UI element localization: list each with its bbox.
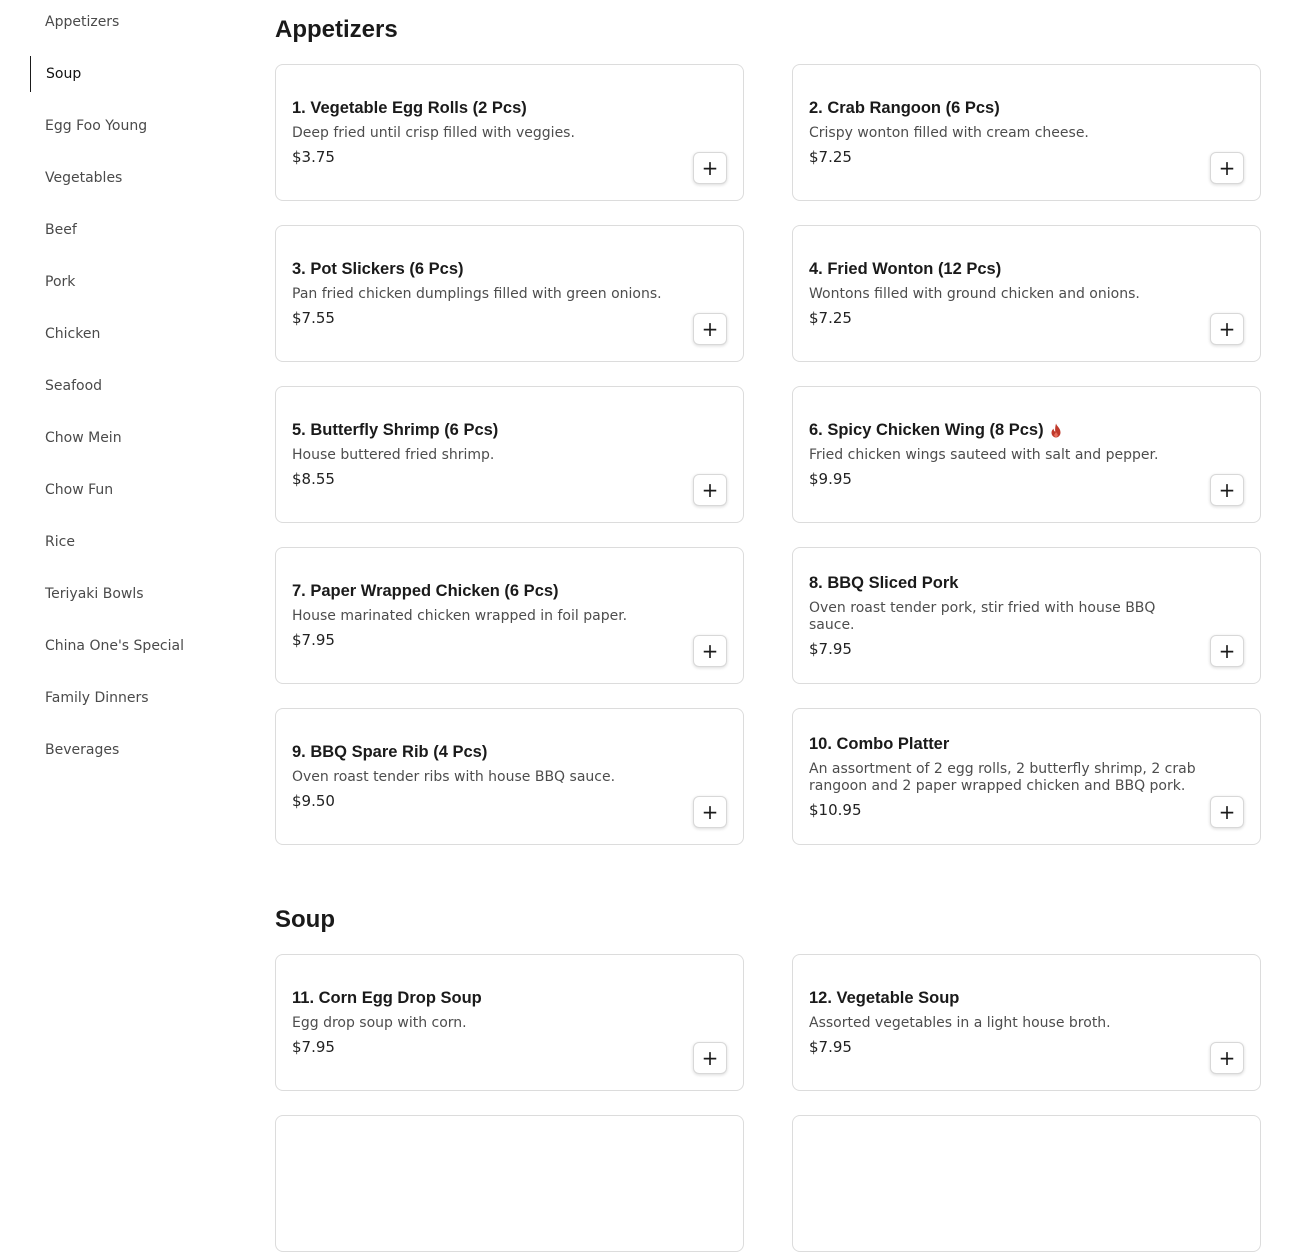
add-to-cart-button[interactable] [1210,474,1244,506]
menu-item-card[interactable] [792,1115,1261,1252]
item-description: Egg drop soup with corn. [292,1015,467,1031]
item-description: Crispy wonton filled with cream cheese. [809,125,1089,141]
item-price: $7.95 [809,1038,852,1056]
menu-item-card[interactable] [792,547,1261,684]
item-name: 5. Butterfly Shrimp (6 Pcs) [292,421,499,439]
item-price: $7.55 [292,309,335,327]
menu-item-card[interactable] [275,708,744,845]
item-description: An assortment of 2 egg rolls, 2 butterfly shrimp, 2 crab rangoon and 2 paper wrapped chicken and BBQ pork. [809,760,1196,794]
item-price: $9.50 [292,792,335,810]
add-to-cart-button[interactable] [1210,313,1244,345]
section-title-soup: Soup [275,906,335,933]
add-to-cart-button[interactable] [693,796,727,828]
menu-item-card[interactable] [792,708,1261,845]
plus-icon: + [701,156,719,180]
menu-item-card[interactable] [792,386,1261,523]
item-description: House marinated chicken wrapped in foil paper. [292,608,628,624]
sidebar-item-egg-foo-young[interactable]: Egg Foo Young [45,118,148,134]
item-name: 12. Vegetable Soup [809,989,960,1007]
menu-item-card[interactable] [275,386,744,523]
add-to-cart-button[interactable] [693,1042,727,1074]
item-description: Wontons filled with ground chicken and onions. [809,286,1140,302]
item-price: $7.95 [809,639,852,658]
menu-item-card[interactable] [792,954,1261,1091]
plus-icon: + [701,800,719,824]
sidebar-item-teriyaki-bowls[interactable]: Teriyaki Bowls [45,586,144,602]
add-to-cart-button[interactable] [693,313,727,345]
item-price: $7.95 [292,631,335,649]
menu-item-card[interactable] [275,1115,744,1252]
menu-item-card[interactable] [275,954,744,1091]
plus-icon: + [1218,639,1236,663]
item-name: 1. Vegetable Egg Rolls (2 Pcs) [292,99,527,117]
plus-icon: + [1218,800,1236,824]
item-name: 7. Paper Wrapped Chicken (6 Pcs) [292,582,559,600]
menu-item-card[interactable] [275,225,744,362]
flame-icon [1050,423,1062,438]
add-to-cart-button[interactable] [1210,796,1244,828]
sidebar-item-china-ones-special[interactable]: China One's Special [45,638,184,654]
item-name: 11. Corn Egg Drop Soup [292,989,482,1007]
sidebar-item-beef[interactable]: Beef [45,222,77,238]
item-price: $3.75 [292,148,335,166]
item-name: 6. Spicy Chicken Wing (8 Pcs) [809,421,1044,439]
item-description: House buttered fried shrimp. [292,447,495,463]
item-price: $7.95 [292,1038,335,1056]
sidebar-item-chicken[interactable]: Chicken [45,326,101,342]
item-name: 2. Crab Rangoon (6 Pcs) [809,99,1000,117]
add-to-cart-button[interactable] [693,152,727,184]
plus-icon: + [701,478,719,502]
plus-icon: + [701,1046,719,1070]
add-to-cart-button[interactable] [693,474,727,506]
sidebar-item-chow-mein[interactable]: Chow Mein [45,430,122,446]
item-description: Oven roast tender ribs with house BBQ sauce. [292,769,616,785]
sidebar-item-vegetables[interactable]: Vegetables [45,170,123,186]
item-name: 8. BBQ Sliced Pork [809,573,959,592]
menu-item-card[interactable] [792,225,1261,362]
item-description: Assorted vegetables in a light house broth. [809,1015,1111,1031]
add-to-cart-button[interactable] [1210,635,1244,667]
item-name: 4. Fried Wonton (12 Pcs) [809,260,1002,278]
plus-icon: + [1218,156,1236,180]
menu-item-card[interactable] [275,547,744,684]
plus-icon: + [1218,317,1236,341]
item-description: Pan fried chicken dumplings filled with green onions. [292,286,662,302]
item-description: Fried chicken wings sauteed with salt and pepper. [809,447,1159,463]
item-name: 3. Pot Slickers (6 Pcs) [292,260,464,278]
item-description: Deep fried until crisp filled with veggies. [292,125,575,141]
item-price: $7.25 [809,148,852,166]
item-name: 9. BBQ Spare Rib (4 Pcs) [292,743,488,761]
item-price: $9.95 [809,470,852,488]
category-sidebar [0,0,240,1137]
item-description: Oven roast tender pork, stir fried with house BBQ sauce. [809,599,1156,633]
plus-icon: + [1218,1046,1236,1070]
add-to-cart-button[interactable] [693,635,727,667]
sidebar-item-pork[interactable]: Pork [45,274,76,290]
item-price: $7.25 [809,309,852,327]
plus-icon: + [701,317,719,341]
sidebar-item-rice[interactable]: Rice [45,534,75,550]
add-to-cart-button[interactable] [1210,1042,1244,1074]
sidebar-item-appetizers[interactable]: Appetizers [45,14,120,30]
sidebar-item-soup[interactable]: Soup [30,56,230,92]
section-title-appetizers: Appetizers [275,16,398,43]
sidebar-item-chow-fun[interactable]: Chow Fun [45,482,114,498]
item-price: $8.55 [292,470,335,488]
plus-icon: + [1218,478,1236,502]
item-name-row [809,421,1200,440]
add-to-cart-button[interactable] [1210,152,1244,184]
menu-item-card[interactable] [792,64,1261,201]
item-price: $10.95 [809,800,862,819]
plus-icon: + [701,639,719,663]
sidebar-item-seafood[interactable]: Seafood [45,378,103,394]
item-name: 10. Combo Platter [809,734,950,753]
sidebar-item-beverages[interactable]: Beverages [45,742,120,758]
menu-item-card[interactable] [275,64,744,201]
sidebar-item-family-dinners[interactable]: Family Dinners [45,690,149,706]
